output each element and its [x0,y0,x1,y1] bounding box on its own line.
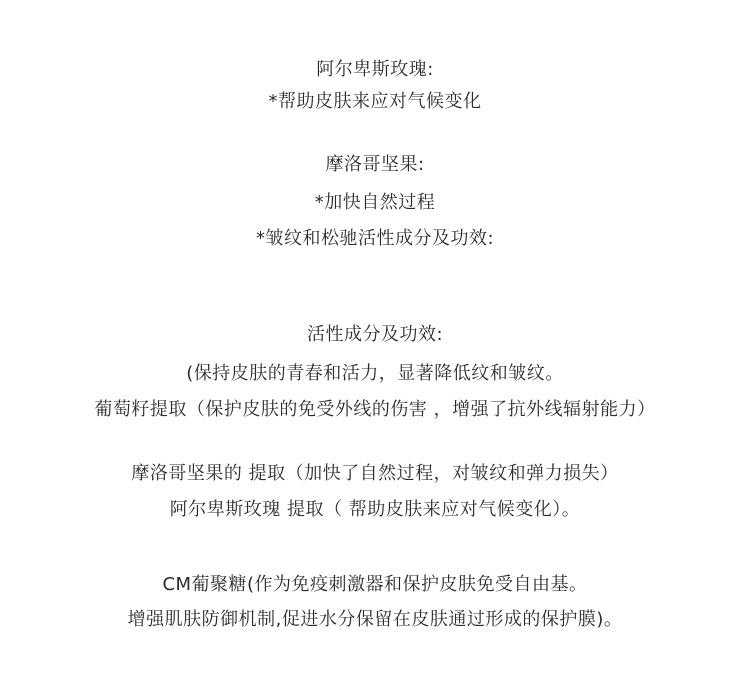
actives-line-4: 阿尔卑斯玫瑰 提取（ 帮助皮肤来应对气候变化）。 [169,499,581,520]
argan-heading: 摩洛哥坚果: [325,154,425,175]
cm-line-2: 增强肌肤防御机制,促进水分保留在皮肤通过形成的保护膜)。 [127,609,623,630]
cm-line-1: CM葡聚糖(作为免疫刺激器和保护皮肤免受自由基。 [162,574,588,595]
actives-heading: 活性成分及功效: [306,324,444,345]
rose-benefit: *帮助皮肤来应对气候变化 [268,91,482,112]
rose-heading: 阿尔卑斯玫瑰: [316,59,434,80]
actives-line-3: 摩洛哥坚果的 提取（加快了自然过程，对皱纹和弹力损失） [131,463,619,484]
actives-line-1: (保持皮肤的青春和活力，显著降低纹和皱纹。 [186,363,564,384]
actives-line-2: 葡萄籽提取（保护皮肤的免受外线的伤害 ，增强了抗外线辐射能力） [94,399,656,420]
argan-benefit-1: *加快自然过程 [314,192,436,213]
argan-benefit-2: *皱纹和松驰活性成分及功效: [255,228,495,249]
